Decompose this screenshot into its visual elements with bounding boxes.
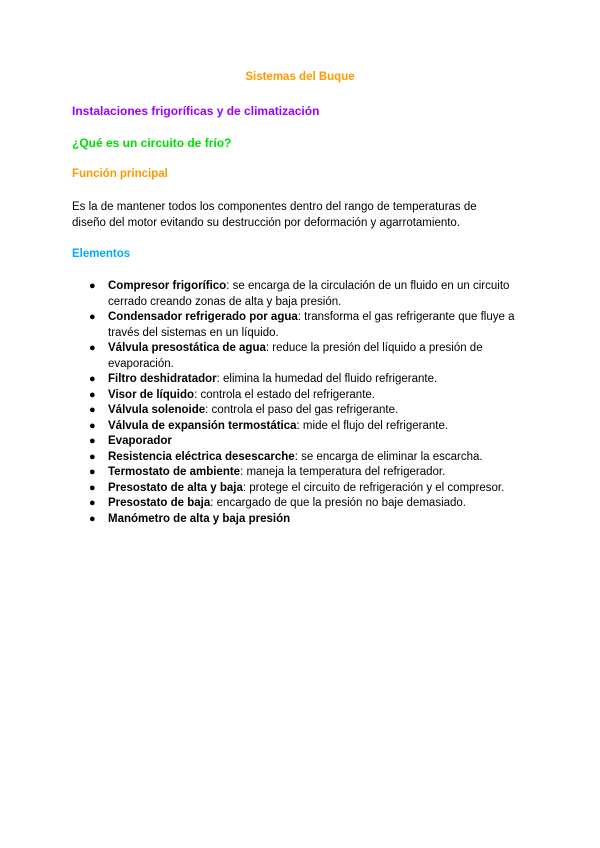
list-item-description: : encargado de que la presión no baje demasiado. (210, 497, 467, 509)
bullet-icon: ● (89, 450, 96, 463)
list-item-term: Válvula de expansión termostática (108, 419, 297, 432)
bullet-icon: ● (89, 373, 96, 385)
list-item (72, 279, 542, 310)
list-item-term: Evaporador (108, 435, 172, 447)
list-item (72, 512, 542, 528)
section-title: Instalaciones frigoríficas y de climatización (72, 104, 320, 118)
document-title: Sistemas del Buque (245, 71, 355, 83)
list-item (72, 388, 542, 404)
list-item-term: Válvula presostática de agua (108, 342, 266, 354)
list-item-term: Termostato de ambiente (108, 466, 241, 478)
list-item-term: Visor de líquido (108, 388, 195, 401)
list-item-term: Presostato de alta y baja (108, 481, 243, 494)
bullet-icon: ● (89, 497, 96, 509)
list-item-term: Presostato de baja (108, 497, 211, 509)
list-item (72, 419, 542, 435)
bullet-icon: ● (89, 280, 96, 292)
bullet-icon: ● (89, 512, 96, 525)
list-item (72, 481, 542, 497)
list-item (72, 450, 542, 466)
list-item-description: : maneja la temperatura del refrigerador. (240, 466, 446, 478)
function-heading: Función principal (72, 168, 168, 180)
list-item (72, 465, 542, 481)
list-item-term: Resistencia eléctrica desescarche (108, 450, 295, 463)
list-item-description: : se encarga de la circulación de un fluido en un circuito cerrado creando zonas de alta y baja presión. (108, 280, 510, 308)
bullet-icon: ● (89, 342, 96, 354)
list-item-term: Compresor frigorífico (108, 280, 227, 292)
list-item-description: : controla el paso del gas refrigerante. (205, 404, 399, 416)
list-item (72, 403, 542, 419)
function-paragraph: Es la de mantener todos los componentes dentro del rango de temperaturas de diseño del motor evitando su destrucción por deformación y agarrotamiento. (72, 201, 477, 229)
question-heading: ¿Qué es un circuito de frío? (72, 136, 232, 150)
list-item-description: : elimina la humedad del fluido refrigerante. (216, 373, 438, 385)
list-item-description: : protege el circuito de refrigeración y el compresor. (242, 481, 505, 494)
list-item-term: Manómetro de alta y baja presión (108, 512, 291, 525)
bullet-icon: ● (89, 388, 96, 401)
list-item (72, 341, 542, 372)
bullet-icon: ● (89, 481, 96, 494)
list-item (72, 496, 542, 512)
list-item-term: Condensador refrigerado por agua (108, 311, 298, 323)
list-item (72, 372, 542, 388)
list-item-term: Válvula solenoide (108, 404, 206, 416)
bullet-icon: ● (89, 419, 96, 432)
list-item (72, 310, 542, 341)
list-item-term: Filtro deshidratador (108, 373, 217, 385)
list-item-description: : controla el estado del refrigerante. (194, 388, 375, 401)
bullet-icon: ● (89, 404, 96, 416)
bullet-icon: ● (89, 466, 96, 478)
elements-heading: Elementos (72, 248, 131, 260)
elements-list (72, 279, 542, 527)
bullet-icon: ● (89, 311, 96, 323)
list-item-description: : reduce la presión del líquido a presión de evaporación. (108, 342, 483, 370)
bullet-icon: ● (89, 435, 96, 447)
list-item-description: : se encarga de eliminar la escarcha. (294, 450, 483, 463)
list-item (72, 434, 542, 450)
list-item-description: : mide el flujo del refrigerante. (296, 419, 449, 432)
list-item-description: : transforma el gas refrigerante que fluye a través del sistemas en un líquido. (108, 311, 515, 339)
